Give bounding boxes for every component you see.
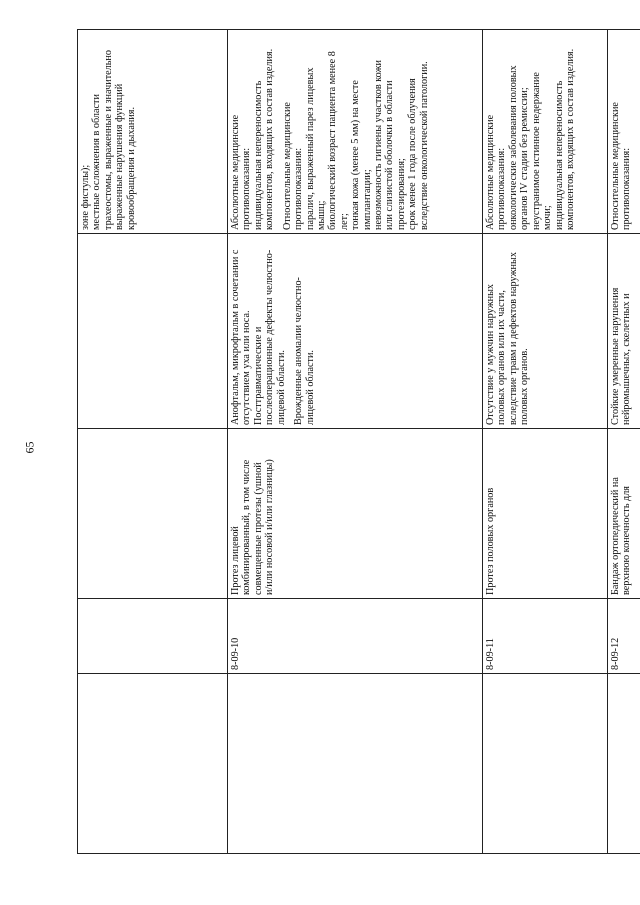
contraindications-cell-line: биологический возраст пациента менее 8 (327, 51, 339, 230)
indications-cell-line: половых органов или их части, (496, 290, 508, 425)
contraindications-cell-line: мышц; (315, 200, 327, 230)
indications-cell-line: лицевой области. (304, 350, 316, 425)
contraindications-cell-line: зоне фистулы); (80, 164, 91, 230)
name-cell-line: верхнюю конечность для (621, 486, 633, 595)
contraindications-cell-line: паралич, выраженный парез лицевых (304, 67, 316, 230)
indications-cell (483, 234, 608, 429)
contraindications-cell-line: органов IV стадии без ремиссии; (519, 87, 531, 230)
name-cell-line: Бандаж ортопедический на (610, 477, 621, 595)
contraindications-cell-line: онкологические заболевания половых (507, 65, 519, 230)
contraindications-cell-line: Абсолютные медицинские (485, 114, 496, 230)
indications-cell-line: послеоперационные дефекты челюстно- (264, 249, 276, 425)
name-cell-line: совмещенные протезы (ушной (252, 462, 264, 595)
contraindications-cell-line: противопоказания: (496, 147, 508, 230)
contraindications-cell-line: тонкая кожа (менее 5 мм) на месте (350, 80, 362, 230)
indications-cell-line: Отсутствие у мужчин наружных (485, 283, 496, 425)
contraindications-cell-line: неустранимое истинное недержание (530, 72, 542, 230)
name-cell (78, 429, 228, 599)
contraindications-cell-line: выраженные нарушения функций (114, 83, 126, 230)
contraindications-cell-line: трахеостомы, выраженные и значительно (102, 50, 114, 230)
indications-cell-line: половых органов. (519, 348, 531, 425)
contraindications-cell-line: противопоказания: (241, 147, 253, 230)
blank-cell (78, 674, 228, 854)
contraindications-cell-line: Абсолютные медицинские (230, 114, 241, 230)
contraindications-cell (228, 30, 483, 234)
indications-cell-line: Врожденные аномалии челюстно- (293, 277, 305, 425)
indications-cell-line: лицевой области. (275, 350, 287, 425)
page-number: 65 (22, 441, 37, 454)
table-row (483, 30, 608, 854)
indications-cell-line: Анофтальм, микрофтальм в сочетании с (230, 249, 241, 425)
rotated-table-container (77, 30, 633, 854)
indications-cell-paragraph (293, 237, 316, 425)
contraindications-cell-paragraph (610, 33, 633, 230)
contraindications-cell-line: срок менее 1 года после облучения (407, 78, 419, 230)
contraindications-cell-line: протезирования; (395, 158, 407, 230)
blank-cell (608, 674, 640, 854)
table-row (228, 30, 483, 854)
indications-cell-paragraph (485, 237, 531, 425)
indications-cell (78, 234, 228, 429)
name-cell-line: Протез лицевой (230, 526, 241, 595)
contraindications-cell-line: противопоказания: (621, 147, 633, 230)
table-row (78, 30, 228, 854)
contraindications-cell (483, 30, 608, 234)
contraindications-cell-line: мочи; (542, 205, 554, 230)
contraindications-cell-paragraph (485, 33, 576, 230)
code-cell: 8-09-12 (608, 599, 640, 674)
contraindications-cell-line: компонентов, входящих в состав изделия. (564, 48, 576, 230)
contraindications-cell-line: вследствие онкологической патологии. (418, 61, 430, 230)
name-cell-line: комбинированный, в том числе (241, 459, 253, 595)
contraindications-cell-line: или слизистой оболочки в области (384, 80, 396, 230)
name-cell (483, 429, 608, 599)
indications-cell-line: Посттравматические и (252, 326, 264, 425)
code-cell: 8-09-10 (228, 599, 483, 674)
indications-cell (608, 234, 640, 429)
contraindications-cell-line: Относительные медицинские (610, 102, 621, 230)
contraindications-cell-line: кровообращения и дыхания. (125, 106, 137, 230)
indications-cell-paragraph (230, 237, 287, 425)
device-table (77, 29, 640, 854)
contraindications-cell-paragraph (230, 33, 276, 230)
contraindications-cell-line: противопоказания: (293, 147, 305, 230)
table-row (608, 30, 640, 854)
indications-cell-line: вследствие травм и дефектов наружных (507, 252, 519, 425)
indications-cell-line: нейромышечных, скелетных и (621, 293, 633, 425)
contraindications-cell-line: компонентов, входящих в состав изделия. (264, 48, 276, 230)
contraindications-cell-line: Относительные медицинские (281, 102, 293, 230)
contraindications-cell-line: индивидуальная непереносимость (252, 80, 264, 230)
contraindications-cell (78, 30, 228, 234)
indications-cell-line: отсутствием уха или носа. (241, 310, 253, 425)
code-cell: 8-09-11 (483, 599, 608, 674)
contraindications-cell-line: местные осложнения в области (91, 94, 103, 230)
name-cell (228, 429, 483, 599)
contraindications-cell-line: лет; (338, 213, 350, 230)
indications-cell (228, 234, 483, 429)
name-cell (608, 429, 640, 599)
contraindications-cell-line: индивидуальная непереносимость (553, 80, 565, 230)
blank-cell (483, 674, 608, 854)
code-cell (78, 599, 228, 674)
contraindications-cell-line: имплантации; (361, 169, 373, 230)
indications-cell-line: Стойкие умеренные нарушения (610, 287, 621, 425)
name-cell-line: Протез половых органов (485, 487, 496, 595)
contraindications-cell-line: невозможность гигиены участков кожи (373, 60, 385, 230)
blank-cell (228, 674, 483, 854)
contraindications-cell (608, 30, 640, 234)
name-cell-line: и/или носовой и/или глазницы) (264, 459, 276, 595)
indications-cell-paragraph (610, 237, 633, 425)
contraindications-cell-paragraph (282, 33, 430, 230)
contraindications-cell-paragraph (80, 33, 137, 230)
